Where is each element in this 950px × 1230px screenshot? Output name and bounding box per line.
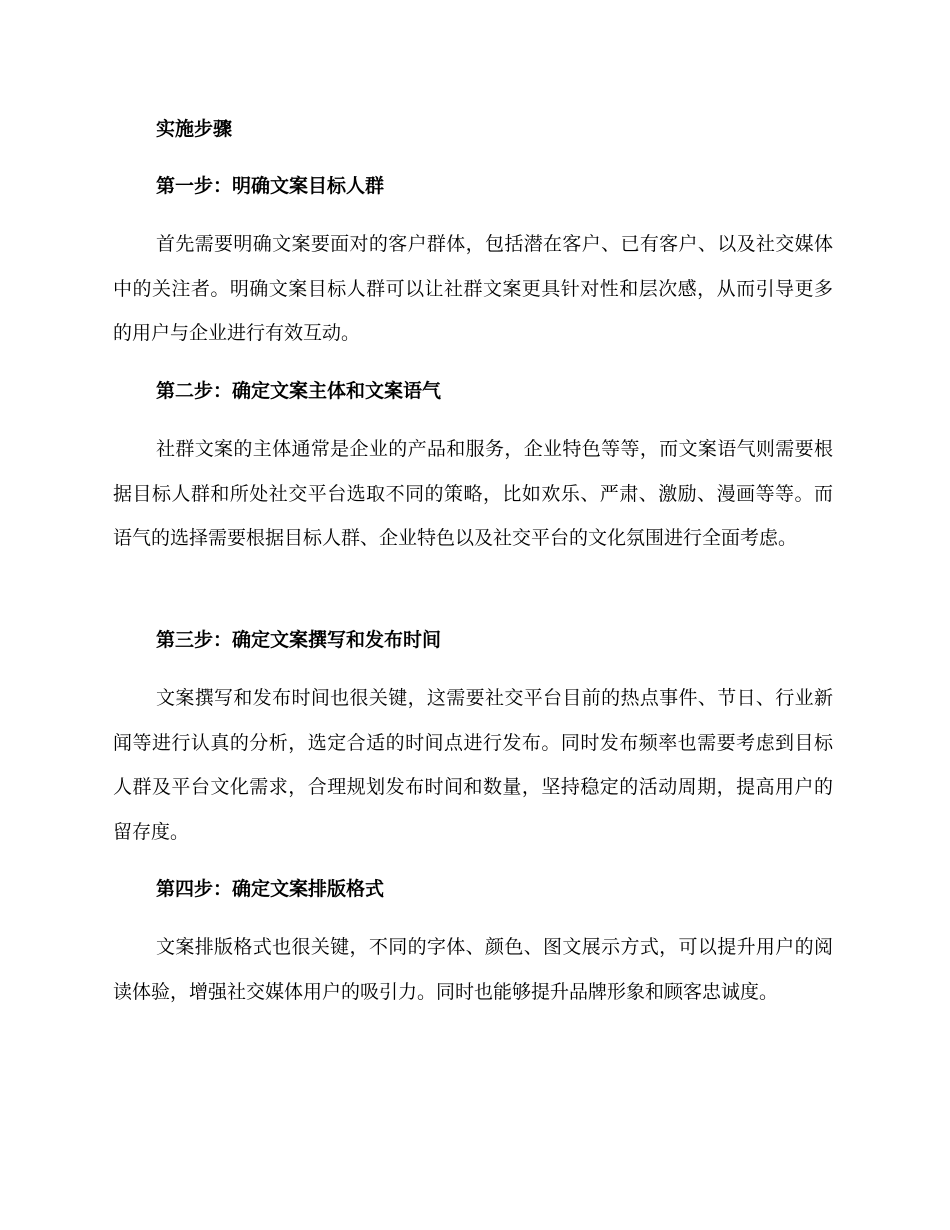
step-2-heading: 第二步：确定文案主体和文案语气 (156, 380, 442, 402)
step-3-paragraph: 文案撰写和发布时间也很关键，这需要社交平台目前的热点事件、节日、行业新闻等进行认真的分析，选定合适的时间点进行发布。同时发布频率也需要考虑到目标人群及平台文化需求，合理规划发布时间和数量，坚持稳定的活动周期，提高用户的留存度。 (113, 687, 833, 843)
step-1-paragraph: 首先需要明确文案要面对的客户群体，包括潜在客户、已有客户、以及社交媒体中的关注者。明确文案目标人群可以让社群文案更具针对性和层次感，从而引导更多的用户与企业进行有效互动。 (113, 233, 833, 344)
step-4-heading: 第四步：确定文案排版格式 (156, 878, 385, 900)
step-1-heading: 第一步：明确文案目标人群 (156, 175, 385, 197)
document-title: 实施步骤 (156, 118, 233, 140)
step-4-paragraph: 文案排版格式也很关键，不同的字体、颜色、图文展示方式，可以提升用户的阅读体验，增强社交媒体用户的吸引力。同时也能够提升品牌形象和顾客忠诚度。 (113, 936, 833, 1003)
step-3-heading: 第三步：确定文案撰写和发布时间 (156, 629, 442, 651)
step-2-paragraph: 社群文案的主体通常是企业的产品和服务，企业特色等等，而文案语气则需要根据目标人群和所处社交平台选取不同的策略，比如欢乐、严肃、激励、漫画等等。而语气的选择需要根据目标人群、企业特色以及社交平台的文化氛围进行全面考虑。 (113, 438, 833, 549)
